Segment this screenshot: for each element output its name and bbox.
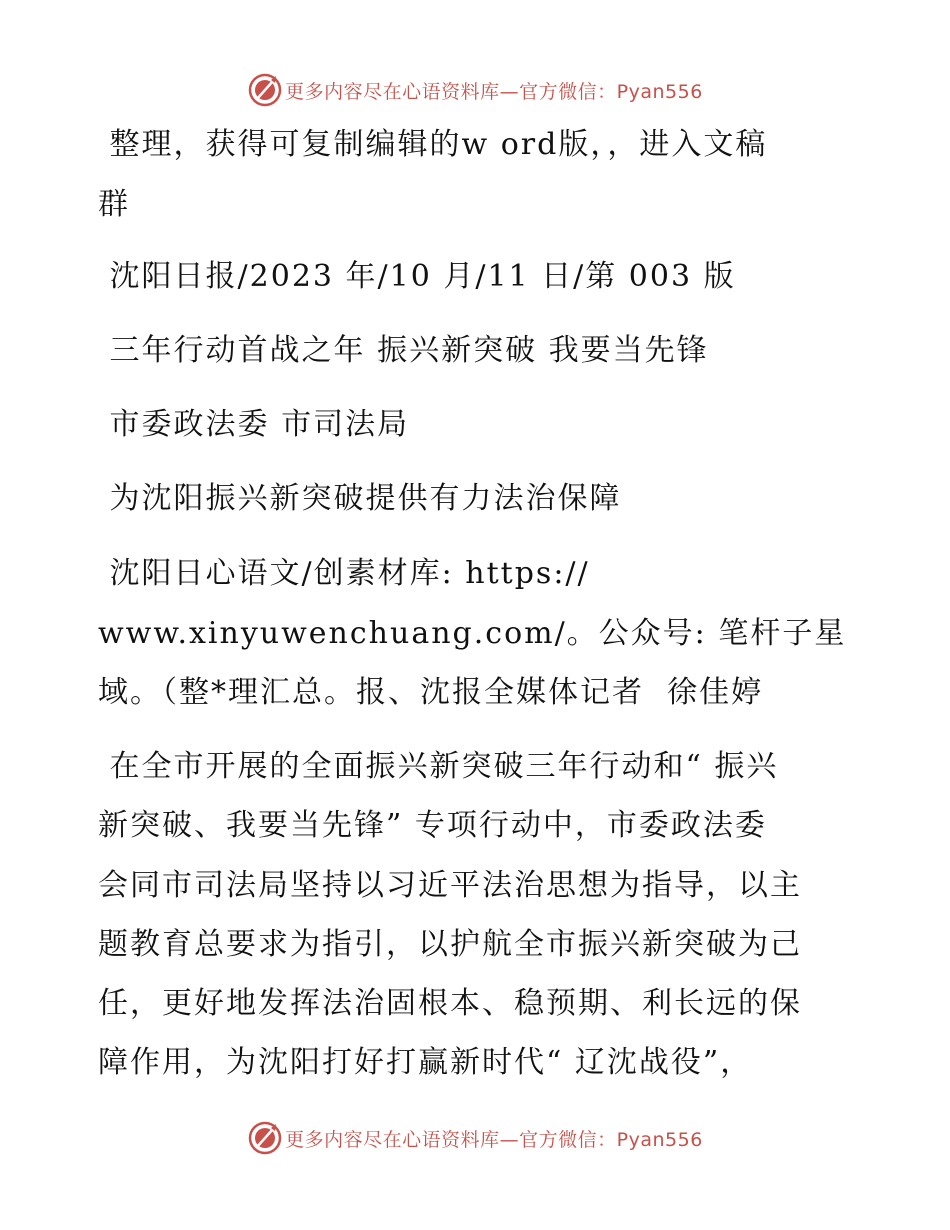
text-line: 三年行动首战之年 振兴新突破 我要当先锋 — [98, 333, 709, 368]
banner-text: 更多内容尽在心语资料库—官方微信：Pyan556 — [285, 80, 703, 103]
text-line: 为沈阳振兴新突破提供有力法治保障 — [98, 481, 622, 516]
text-line: 在全市开展的全面振兴新突破三年行动和“ 振兴 — [98, 749, 779, 784]
text-line: 会同市司法局坚持以习近平法治思想为指导，以主 — [98, 868, 802, 903]
text-line: 题教育总要求为指引，以护航全市振兴新突破为己 — [98, 927, 802, 962]
text-line: 新突破、我要当先锋” 专项行动中，市委政法委 — [98, 808, 767, 843]
footer-watermark-banner — [0, 1118, 950, 1158]
text-line: www.xinyuwenchuang.com/。公众号: 笔杆子星 — [98, 616, 847, 651]
header-watermark-banner — [0, 70, 950, 110]
text-line: 沈阳日报/2023 年/10 月/11 日/第 003 版 — [98, 259, 736, 294]
text-line: 群 — [98, 187, 130, 222]
text-line: 任，更好地发挥法治固根本、稳预期、利长远的保 — [98, 986, 802, 1021]
text-line: 沈阳日心语文/创素材库: https:// — [98, 556, 590, 591]
text-line: 域。（整*理汇总。报、沈报全媒体记者 徐佳婷 — [98, 675, 764, 710]
pen-logo-icon — [247, 72, 283, 108]
text-line: 整理，获得可复制编辑的w ord版，，进入文稿 — [98, 127, 768, 162]
banner-text: 更多内容尽在心语资料库—官方微信：Pyan556 — [285, 1128, 703, 1151]
pen-logo-icon — [247, 1120, 283, 1156]
text-line: 市委政法委 市司法局 — [98, 407, 410, 442]
text-line: 障作用，为沈阳打好打赢新时代“ 辽沈战役”， — [98, 1045, 753, 1080]
